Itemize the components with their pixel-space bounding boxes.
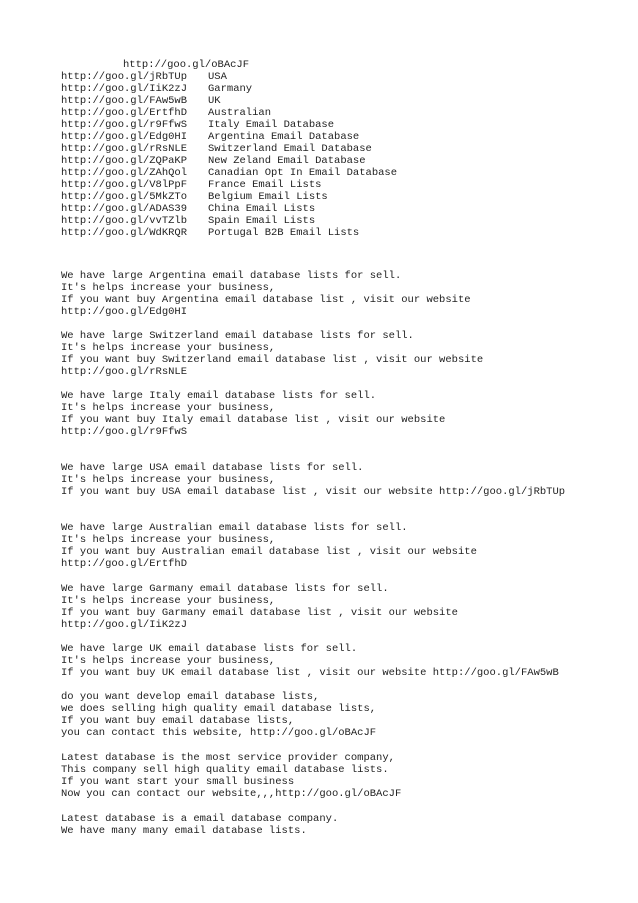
link-url[interactable]: http://goo.gl/vvTZlb bbox=[61, 215, 188, 227]
link-row bbox=[61, 83, 461, 95]
paragraph-line: If you want buy email database lists, bbox=[61, 715, 295, 727]
link-row bbox=[61, 167, 461, 179]
paragraph-line: It's helps increase your business, bbox=[61, 534, 276, 546]
link-row bbox=[61, 227, 461, 239]
link-row bbox=[61, 143, 461, 155]
paragraph-line: It's helps increase your business, bbox=[61, 402, 276, 414]
paragraph-line: If you want buy Garmany email database list , visit our website bbox=[61, 607, 458, 619]
paragraph-link[interactable]: http://goo.gl/r9FfwS bbox=[61, 426, 188, 438]
paragraph-line: We have large Garmany email database lists for sell. bbox=[61, 583, 389, 595]
paragraph-line: If you want start your small business bbox=[61, 776, 295, 788]
link-row bbox=[61, 191, 461, 203]
link-label: Australian bbox=[208, 107, 272, 119]
link-url[interactable]: http://goo.gl/r9FfwS bbox=[61, 119, 188, 131]
link-row bbox=[61, 203, 461, 215]
link-label: Argentina Email Database bbox=[208, 131, 360, 143]
paragraph-line: Latest database is a email database company. bbox=[61, 813, 339, 825]
paragraph-line: We have large Argentina email database lists for sell. bbox=[61, 270, 402, 282]
link-url[interactable]: http://goo.gl/5MkZTo bbox=[61, 191, 188, 203]
link-url[interactable]: http://goo.gl/WdKRQR bbox=[61, 227, 188, 239]
paragraph-link[interactable]: http://goo.gl/IiK2zJ bbox=[61, 619, 188, 631]
link-url[interactable]: http://goo.gl/ErtfhD bbox=[61, 107, 188, 119]
link-row bbox=[61, 215, 461, 227]
link-label: China Email Lists bbox=[208, 203, 316, 215]
link-url[interactable]: http://goo.gl/Edg0HI bbox=[61, 131, 188, 143]
paragraph-line: We have large Switzerland email database lists for sell. bbox=[61, 330, 414, 342]
link-url[interactable]: http://goo.gl/rRsNLE bbox=[61, 143, 188, 155]
link-url[interactable]: http://goo.gl/jRbTUp bbox=[61, 71, 188, 83]
paragraph-line: If you want buy Australian email database list , visit our website bbox=[61, 546, 477, 558]
paragraph-line: If you want buy USA email database list , visit our website http://goo.gl/jRbTUp bbox=[61, 486, 566, 498]
link-label: USA bbox=[208, 71, 227, 83]
link-url[interactable]: http://goo.gl/ZQPaKP bbox=[61, 155, 188, 167]
paragraph-line: you can contact this website, http://goo.gl/oBAcJF bbox=[61, 727, 377, 739]
paragraph-link[interactable]: http://goo.gl/rRsNLE bbox=[61, 366, 188, 378]
paragraph-line: It's helps increase your business, bbox=[61, 342, 276, 354]
link-url[interactable]: http://goo.gl/ADAS39 bbox=[61, 203, 188, 215]
paragraph-line: It's helps increase your business, bbox=[61, 655, 276, 667]
paragraph-line: Latest database is the most service provider company, bbox=[61, 752, 395, 764]
paragraph-line: We have large UK email database lists for sell. bbox=[61, 643, 358, 655]
link-label: Garmany bbox=[208, 83, 253, 95]
paragraph-line: If you want buy Switzerland email database list , visit our website bbox=[61, 354, 484, 366]
link-url[interactable]: http://goo.gl/FAw5wB bbox=[61, 95, 188, 107]
paragraph-line: We have large Australian email database lists for sell. bbox=[61, 522, 408, 534]
link-row bbox=[61, 155, 461, 167]
link-row bbox=[61, 131, 461, 143]
link-url[interactable]: http://goo.gl/ZAhQol bbox=[61, 167, 188, 179]
paragraph-link[interactable]: http://goo.gl/Edg0HI bbox=[61, 306, 188, 318]
link-url[interactable]: http://goo.gl/V8lPpF bbox=[61, 179, 188, 191]
link-label: New Zeland Email Database bbox=[208, 155, 366, 167]
header-link[interactable]: http://goo.gl/oBAcJF bbox=[123, 59, 250, 71]
link-row bbox=[61, 71, 461, 83]
link-row bbox=[61, 95, 461, 107]
link-label: Belgium Email Lists bbox=[208, 191, 328, 203]
paragraph-line: We have large Italy email database lists for sell. bbox=[61, 390, 377, 402]
paragraph-line: Now you can contact our website,,,http://goo.gl/oBAcJF bbox=[61, 788, 402, 800]
link-row bbox=[61, 179, 461, 191]
paragraph-line: do you want develop email database lists, bbox=[61, 691, 320, 703]
link-label: Spain Email Lists bbox=[208, 215, 316, 227]
link-label: UK bbox=[208, 95, 221, 107]
link-label: Portugal B2B Email Lists bbox=[208, 227, 360, 239]
paragraph-line: If you want buy Italy email database list , visit our website bbox=[61, 414, 446, 426]
paragraph-line: If you want buy UK email database list , visit our website http://goo.gl/FAw5wB bbox=[61, 667, 559, 679]
link-row bbox=[61, 119, 461, 131]
link-label: Italy Email Database bbox=[208, 119, 335, 131]
link-label: France Email Lists bbox=[208, 179, 322, 191]
paragraph-line: This company sell high quality email database lists. bbox=[61, 764, 389, 776]
paragraph-line: If you want buy Argentina email database list , visit our website bbox=[61, 294, 471, 306]
paragraph-link[interactable]: http://goo.gl/ErtfhD bbox=[61, 558, 188, 570]
paragraph-line: It's helps increase your business, bbox=[61, 595, 276, 607]
link-row bbox=[61, 107, 461, 119]
link-label: Canadian Opt In Email Database bbox=[208, 167, 398, 179]
link-label: Switzerland Email Database bbox=[208, 143, 372, 155]
paragraph-line: We have large USA email database lists for sell. bbox=[61, 462, 364, 474]
paragraph-line: It's helps increase your business, bbox=[61, 282, 276, 294]
paragraph-line: We have many many email database lists. bbox=[61, 825, 307, 837]
link-url[interactable]: http://goo.gl/IiK2zJ bbox=[61, 83, 188, 95]
paragraph-line: It's helps increase your business, bbox=[61, 474, 276, 486]
paragraph-line: we does selling high quality email database lists, bbox=[61, 703, 377, 715]
